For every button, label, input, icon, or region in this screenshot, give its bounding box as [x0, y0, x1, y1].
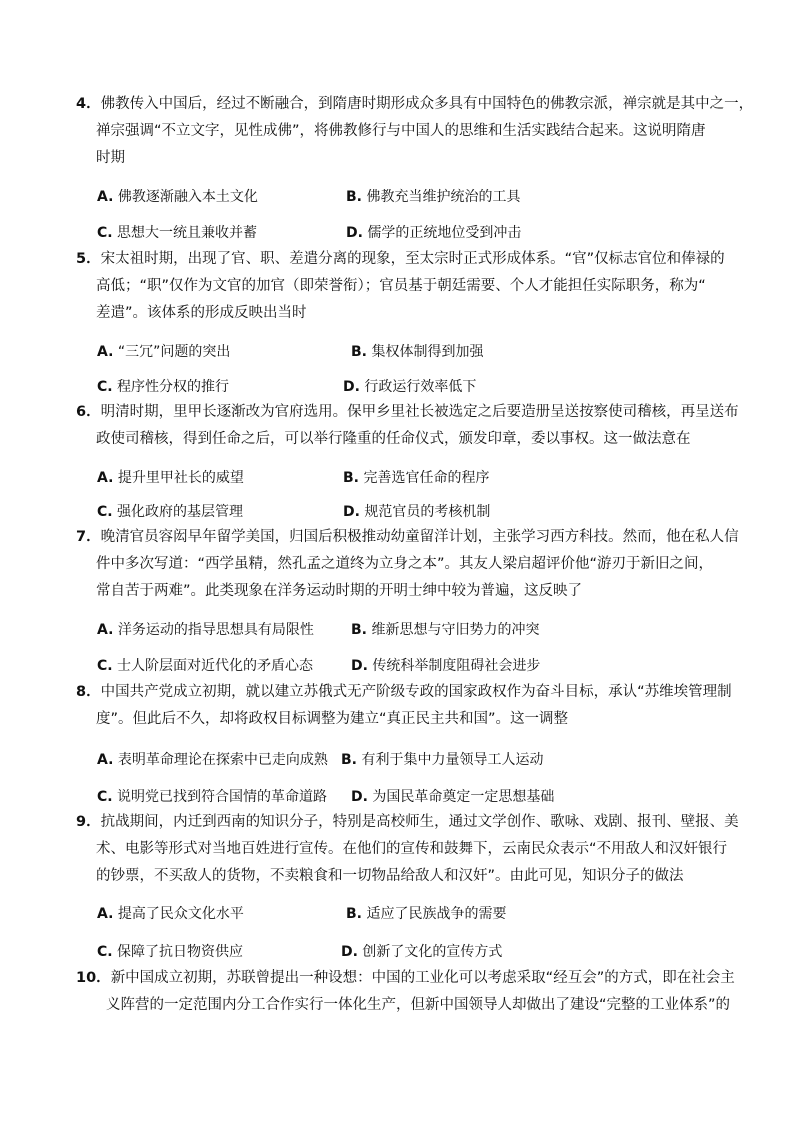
question-number: 8．	[76, 684, 101, 700]
question-line: 的钞票，不买敌人的货物，不卖粮食和一切物品给敌人和汉奸”。由此可见，知识分子的做法	[96, 868, 684, 884]
question-line: 度”。但此后不久，却将政权目标调整为建立“真正民主共和国”。这一调整	[96, 711, 569, 727]
option-b[interactable]: B. 维新思想与守旧势力的冲突	[351, 622, 540, 638]
question-line: 10．新中国成立初期，苏联曾提出一种设想：中国的工业化可以考虑采取“经互会”的方式，即在社会主	[76, 970, 735, 986]
question-line: 禅宗强调“不立文字，见性成佛”，将佛教修行与中国人的思维和生活实践结合起来。这说明隋唐	[96, 123, 706, 139]
question-line: 常自苦于两难”。此类现象在洋务运动时期的开明士绅中较为普遍，这反映了	[96, 583, 583, 599]
question-6	[76, 399, 739, 453]
option-b[interactable]: B. 有利于集中力量领导工人运动	[341, 752, 544, 768]
option-b[interactable]: B. 佛教充当维护统治的工具	[346, 189, 521, 205]
question-7	[76, 524, 739, 605]
option-c[interactable]: C. 士人阶层面对近代化的矛盾心态	[97, 658, 314, 674]
option-a[interactable]: A. “三冗”问题的突出	[97, 344, 231, 360]
question-number: 7．	[76, 529, 101, 545]
option-d[interactable]: D. 为国民革命奠定一定思想基础	[351, 789, 555, 805]
question-line: 时期	[96, 150, 125, 166]
option-c[interactable]: C. 思想大一统且兼收并蓄	[97, 225, 258, 241]
question-4	[76, 91, 754, 172]
options-row	[97, 619, 717, 639]
option-a[interactable]: A. 佛教逐渐融入本土文化	[97, 189, 258, 205]
question-line: 高低；“职”仅作为文官的加官（即荣誉衔）；官员基于朝廷需要、个人才能担任实际职务，称为“	[96, 278, 706, 294]
options-row	[97, 655, 717, 675]
options-row	[97, 903, 717, 923]
options-row	[97, 501, 717, 521]
question-number: 4．	[76, 96, 101, 112]
option-c[interactable]: C. 强化政府的基层管理	[97, 504, 244, 520]
question-number: 6．	[76, 404, 101, 420]
option-c[interactable]: C. 说明党已找到符合国情的革命道路	[97, 789, 328, 805]
question-line: 7．晚清官员容闳早年留学美国，归国后积极推动幼童留洋计划，主张学习西方科技。然而，他在私人信	[76, 529, 739, 545]
option-d[interactable]: D. 创新了文化的宣传方式	[341, 944, 503, 960]
option-a[interactable]: A. 表明革命理论在探索中已走向成熟	[97, 752, 328, 768]
option-c[interactable]: C. 保障了抗日物资供应	[97, 944, 244, 960]
options-row	[97, 222, 717, 242]
question-line: 义阵营的一定范围内分工合作实行一体化生产，但新中国领导人却做出了建设“完整的工业体系”的	[106, 997, 731, 1013]
question-line: 差遣”。该体系的形成反映出当时	[96, 305, 307, 321]
option-b[interactable]: B. 完善选官任命的程序	[343, 470, 490, 486]
question-10	[76, 965, 735, 1019]
options-row	[97, 786, 717, 806]
question-number: 5．	[76, 251, 101, 267]
option-d[interactable]: D. 儒学的正统地位受到冲击	[346, 225, 522, 241]
question-line: 政使司稽核，得到任命之后，可以举行隆重的任命仪式，颁发印章，委以事权。这一做法意在	[96, 431, 691, 447]
question-number: 10．	[76, 970, 111, 986]
options-row	[97, 749, 717, 769]
option-d[interactable]: D. 规范官员的考核机制	[343, 504, 491, 520]
question-line: 9．抗战期间，内迁到西南的知识分子，特别是高校师生，通过文学创作、歌咏、戏剧、报刊、壁报、美	[76, 814, 739, 830]
question-line: 8．中国共产党成立初期，就以建立苏俄式无产阶级专政的国家政权作为奋斗目标，承认“苏维埃管理制	[76, 684, 732, 700]
option-a[interactable]: A. 提升里甲社长的威望	[97, 470, 244, 486]
question-line: 件中多次写道：“西学虽精，然孔孟之道终为立身之本”。其友人梁启超评价他“游刃于新旧之间，	[96, 556, 714, 572]
option-b[interactable]: B. 集权体制得到加强	[351, 344, 484, 360]
options-row	[97, 467, 717, 487]
options-row	[97, 376, 717, 396]
question-number: 9．	[76, 814, 101, 830]
question-9	[76, 809, 739, 890]
option-d[interactable]: D. 行政运行效率低下	[343, 379, 477, 395]
option-b[interactable]: B. 适应了民族战争的需要	[346, 906, 507, 922]
option-a[interactable]: A. 洋务运动的指导思想具有局限性	[97, 622, 314, 638]
options-row	[97, 186, 717, 206]
option-d[interactable]: D. 传统科举制度阻碍社会进步	[351, 658, 541, 674]
option-a[interactable]: A. 提高了民众文化水平	[97, 906, 244, 922]
options-row	[97, 941, 717, 961]
question-line: 6．明清时期，里甲长逐渐改为官府选用。保甲乡里社长被选定之后要造册呈送按察使司稽核，再呈送布	[76, 404, 739, 420]
question-line: 4．佛教传入中国后，经过不断融合，到隋唐时期形成众多具有中国特色的佛教宗派，禅宗就是其中之一，	[76, 96, 754, 112]
question-line: 术、电影等形式对当地百姓进行宣传。在他们的宣传和鼓舞下，云南民众表示“不用敌人和汉奸银行	[96, 841, 728, 857]
question-line: 5．宋太祖时期，出现了官、职、差遣分离的现象，至太宗时正式形成体系。“官”仅标志官位和俸禄的	[76, 251, 725, 267]
option-c[interactable]: C. 程序性分权的推行	[97, 379, 230, 395]
options-row	[97, 341, 717, 361]
question-8	[76, 679, 732, 733]
question-5	[76, 246, 725, 327]
